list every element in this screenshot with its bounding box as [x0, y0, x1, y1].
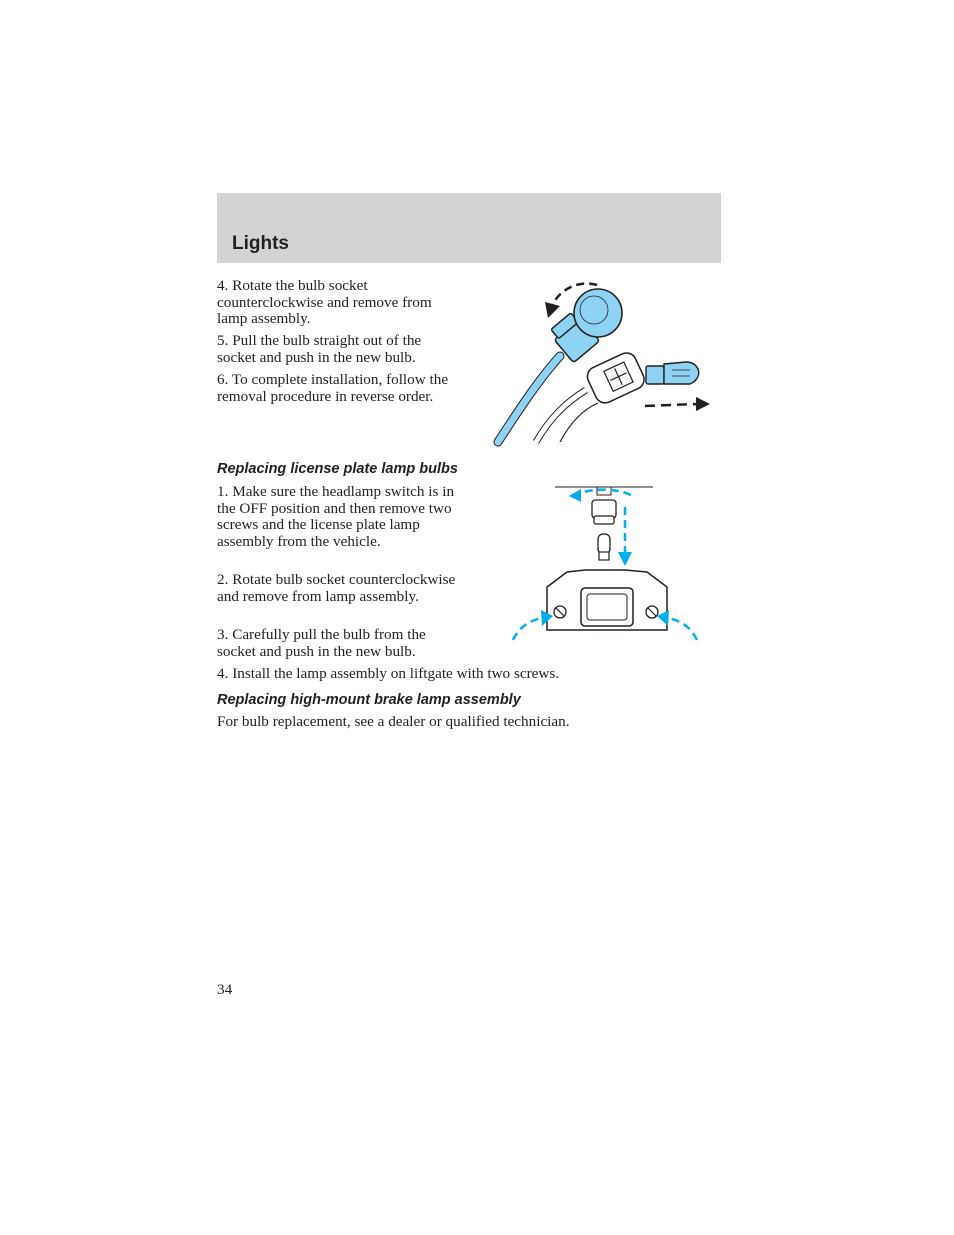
license-plate-lamp-illustration — [505, 482, 705, 647]
license-step-3-text: 3. Carefully pull the bulb from the socket and push in the new bulb. — [217, 626, 426, 660]
step-4-text: 4. Rotate the bulb socket counterclockwise and remove from lamp assembly. — [217, 277, 432, 327]
license-plate-heading: Replacing license plate lamp bulbs — [217, 461, 458, 477]
license-step-1-text: 1. Make sure the headlamp switch is in the OFF position and then remove two screws and the license plate lamp assembly from the vehicle. — [217, 483, 455, 550]
page-number: 34 — [217, 981, 233, 998]
brake-lamp-body: For bulb replacement, see a dealer or qualified technician. — [217, 713, 570, 730]
license-step-4-text: 4. Install the lamp assembly on liftgate with two screws. — [217, 665, 560, 682]
section-header — [217, 193, 721, 263]
license-step-2-text: 2. Rotate bulb socket counterclockwise and remove from lamp assembly. — [217, 571, 456, 605]
step-6-text: 6. To complete installation, follow the removal procedure in reverse order. — [217, 371, 449, 405]
step-5-text: 5. Pull the bulb straight out of the socket and push in the new bulb. — [217, 332, 422, 366]
bulb-socket-removal-illustration — [490, 278, 715, 448]
brake-lamp-heading: Replacing high-mount brake lamp assembly — [217, 692, 521, 708]
page-title: Lights — [232, 233, 289, 254]
